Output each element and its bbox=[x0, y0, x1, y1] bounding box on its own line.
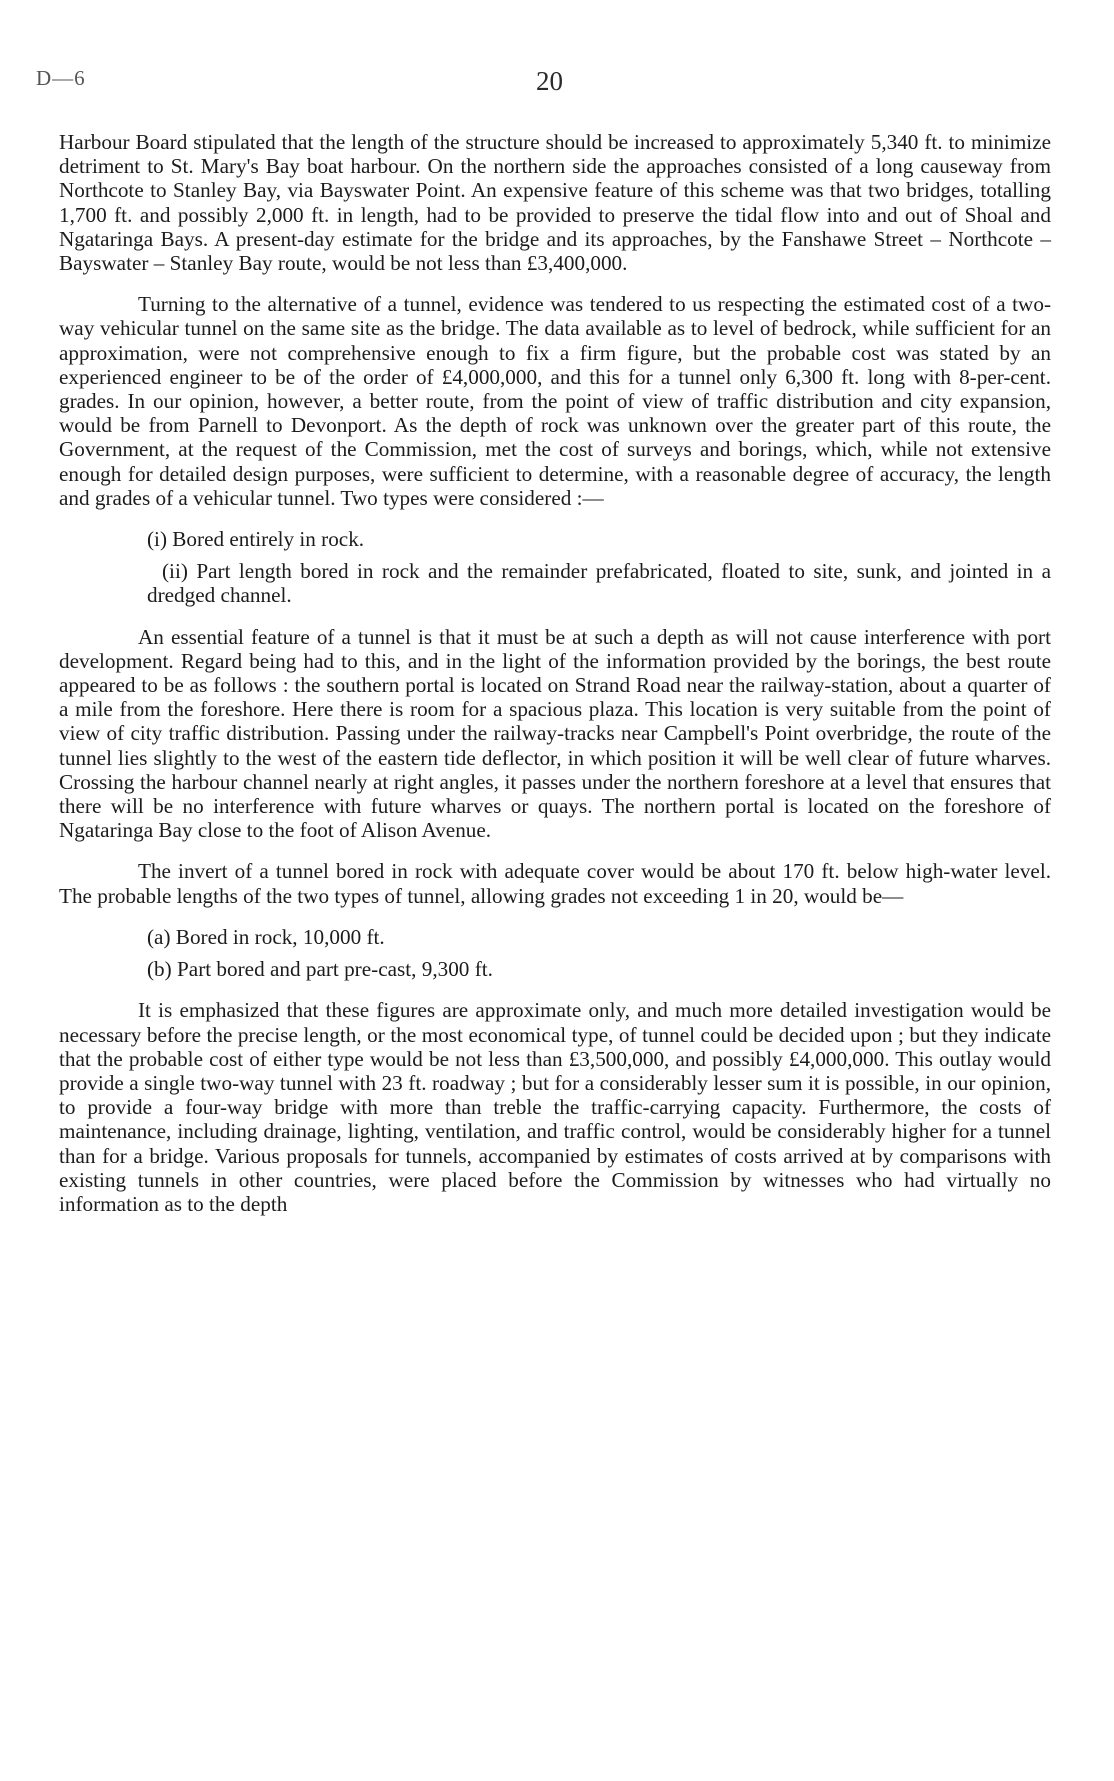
page-header bbox=[36, 66, 1078, 106]
list-item-tunnel-type-ii: (ii) Part length bored in rock and the remainder prefabricated, floated to site, sunk, and jointed in a dredged channel. bbox=[147, 559, 1051, 608]
list-item-tunnel-type-i: (i) Bored entirely in rock. bbox=[147, 527, 365, 552]
paragraph-tunnel-route: An essential feature of a tunnel is that it must be at such a depth as will not cause interference with port development. Regard being had to this, and in the light of the information provided by the borings, the best route appeared to be as follows : the southern portal is located on Strand Road near the railway-station, about a quarter of a mile from the foreshore. Here there is room for a spacious plaza. This location is very suitable from the point of view of city traffic distribution. Passing under the railway-tracks near Campbell's Point overbridge, the route of the tunnel lies slightly to the west of the eastern tide deflector, in which position it will be well clear of future wharves. Crossing the harbour channel nearly at right angles, it passes under the northern foreshore at a level that ensures that there will be no interference with future wharves or quays. The northern portal is located on the foreshore of Ngataringa Bay close to the foot of Alison Avenue. bbox=[59, 624, 1051, 843]
paragraph-tunnel-lengths: The invert of a tunnel bored in rock with adequate cover would be about 170 ft. below high-water level. The probable lengths of the two types of tunnel, allowing grades not exceeding 1 in 20, would be— bbox=[59, 859, 1051, 908]
list-item-length-b: (b) Part bored and part pre-cast, 9,300 ft. bbox=[147, 957, 493, 982]
list-item-length-a: (a) Bored in rock, 10,000 ft. bbox=[147, 924, 385, 949]
paragraph-tunnel-costs: It is emphasized that these figures are approximate only, and much more detailed investigation would be necessary before the precise length, or the most economical type, of tunnel could be decided upon ; but they indicate that the probable cost of either type would be not less than £3,500,000, and possibly £4,000,000. This outlay would provide a single two-way tunnel with 23 ft. roadway ; but for a considerably lesser sum it is possible, in our opinion, to provide a four-way bridge with more than treble the traffic-carrying capacity. Furthermore, the costs of maintenance, including drainage, lighting, ventilation, and traffic control, would be considerably higher for a tunnel than for a bridge. Various proposals for tunnels, accompanied by estimates of costs arrived at by comparisons with existing tunnels in other countries, were placed before the Commission by witnesses who had virtually no information as to the depth bbox=[59, 998, 1051, 1216]
paragraph-tunnel-alternative: Turning to the alternative of a tunnel, evidence was tendered to us respecting the estimated cost of a two-way vehicular tunnel on the same site as the bridge. The data available as to level of bedrock, while sufficient for an approximation, were not comprehensive enough to fix a firm figure, but the probable cost was stated by an experienced engineer to be of the order of £4,000,000, and this for a tunnel only 6,300 ft. long with 8-per-cent. grades. In our opinion, however, a better route, from the point of view of traffic distribution and city expansion, would be from Parnell to Devonport. As the depth of rock was unknown over the greater part of this route, the Government, at the request of the Commission, met the cost of surveys and borings, which, while not extensive enough for detailed design purposes, were sufficient to determine, with a reasonable degree of accuracy, the length and grades of a vehicular tunnel. Two types were considered :— bbox=[59, 292, 1051, 510]
document-reference: D—6 bbox=[36, 66, 86, 90]
page-number: 20 bbox=[536, 66, 563, 96]
document-body bbox=[59, 130, 1051, 1233]
paragraph-bridge-approaches: Harbour Board stipulated that the length of the structure should be increased to approximately 5,340 ft. to minimize detriment to St. Mary's Bay boat harbour. On the northern side the approaches consisted of a long causeway from Northcote to Stanley Bay, via Bayswater Point. An expensive feature of this scheme was that two bridges, totalling 1,700 ft. and possibly 2,000 ft. in length, had to be provided to preserve the tidal flow into and out of Shoal and Ngataringa Bays. A present-day estimate for the bridge and its approaches, by the Fanshawe Street – Northcote – Bayswater – Stanley Bay route, would be not less than £3,400,000. bbox=[59, 130, 1051, 276]
